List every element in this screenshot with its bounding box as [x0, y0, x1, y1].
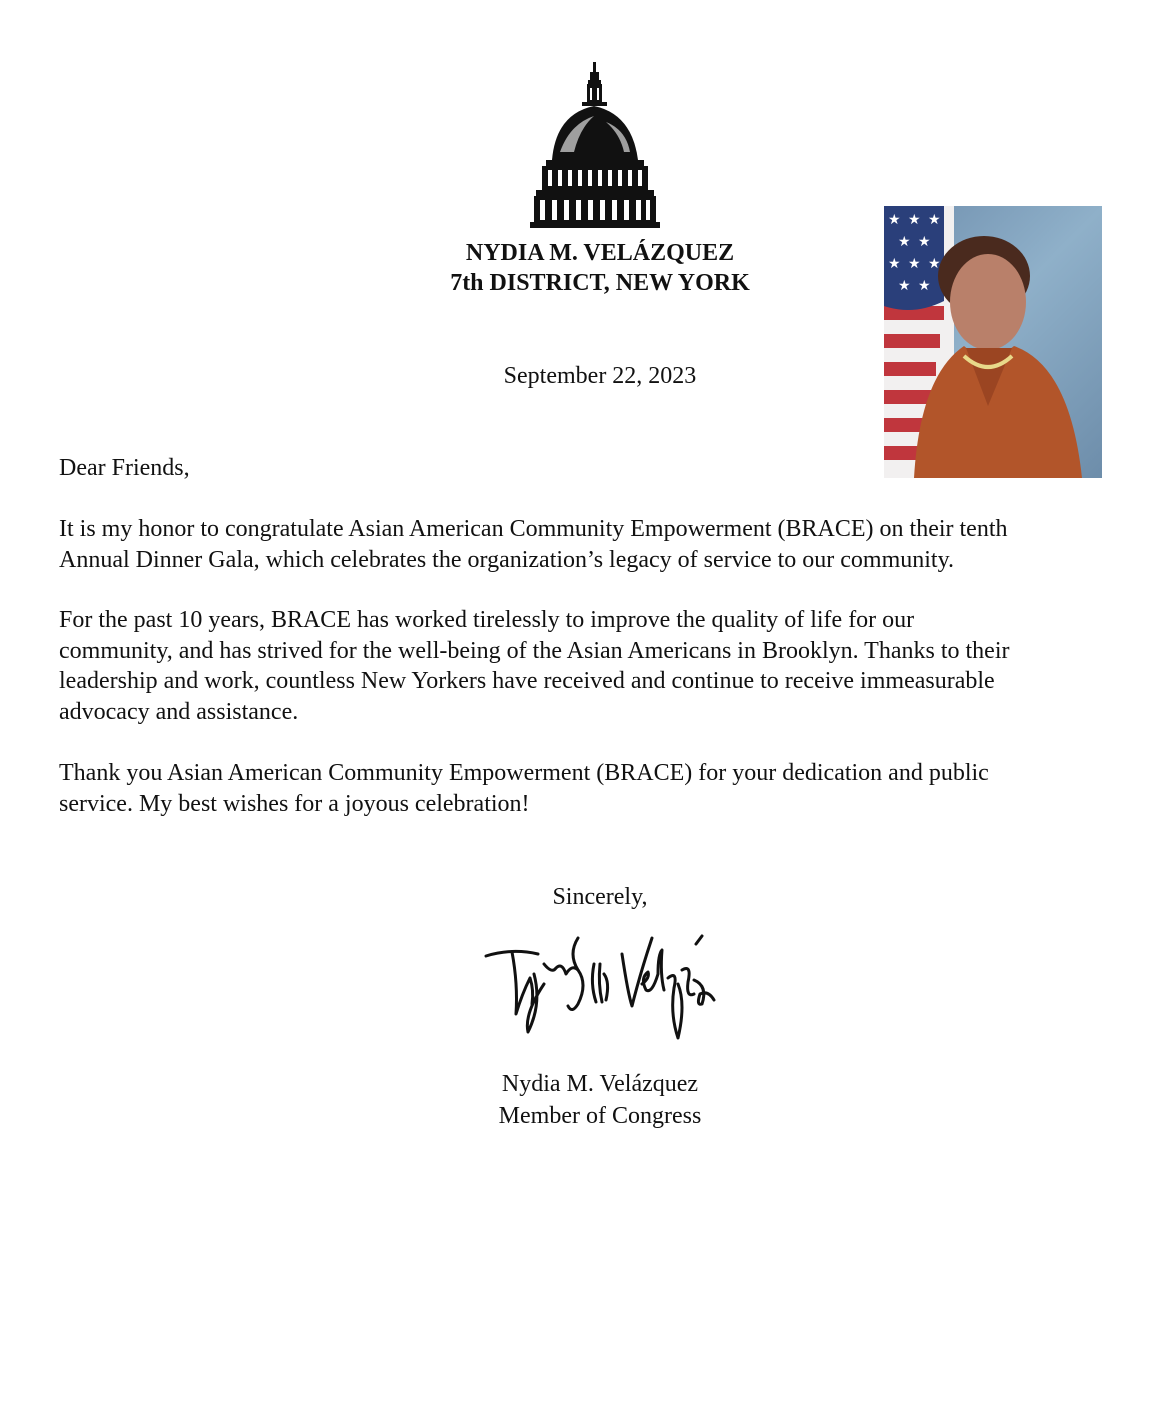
- paragraph-line: service. My best wishes for a joyous celebration!: [59, 790, 530, 817]
- paragraph-2: [59, 605, 1009, 727]
- paragraph-line: Annual Dinner Gala, which celebrates the organization’s legacy of service to our community.: [59, 546, 955, 573]
- salutation: Dear Friends,: [59, 455, 190, 481]
- paragraph-line: Thank you Asian American Community Empowerment (BRACE) for your dedication and public: [59, 760, 989, 786]
- svg-text:★: ★: [888, 256, 901, 272]
- letterhead-name: NYDIA M. VELÁZQUEZ: [465, 240, 735, 266]
- svg-text:★: ★: [918, 278, 931, 294]
- signer-title: Member of Congress: [498, 1103, 702, 1129]
- svg-text:★: ★: [918, 234, 931, 250]
- paragraph-line: advocacy and assistance.: [59, 698, 299, 725]
- svg-text:★: ★: [928, 256, 941, 272]
- paragraph-1: [59, 514, 1008, 575]
- paragraph-3: [59, 758, 989, 819]
- paragraph-line: leadership and work, countless New Yorkers have received and continue to receive immeasurable: [59, 668, 995, 694]
- capitol-dome-logo: [530, 62, 660, 230]
- svg-text:★: ★: [888, 212, 901, 228]
- signature: [482, 934, 718, 1044]
- letterhead-district: 7th DISTRICT, NEW YORK: [450, 270, 750, 296]
- paragraph-line: It is my honor to congratulate Asian American Community Empowerment (BRACE) on their tenth: [59, 516, 1008, 542]
- svg-text:★: ★: [898, 234, 911, 250]
- paragraph-line: For the past 10 years, BRACE has worked tirelessly to improve the quality of life for our: [59, 607, 915, 633]
- svg-text:★: ★: [908, 212, 921, 228]
- closing: Sincerely,: [552, 884, 648, 910]
- letter-date: September 22, 2023: [503, 363, 697, 389]
- svg-text:★: ★: [928, 212, 941, 228]
- signer-name: Nydia M. Velázquez: [501, 1071, 699, 1097]
- svg-text:★: ★: [898, 278, 911, 294]
- svg-text:★: ★: [908, 256, 921, 272]
- paragraph-line: community, and has strived for the well-being of the Asian Americans in Brooklyn. Thanks to their: [59, 637, 1010, 664]
- portrait-photo: [884, 206, 1102, 478]
